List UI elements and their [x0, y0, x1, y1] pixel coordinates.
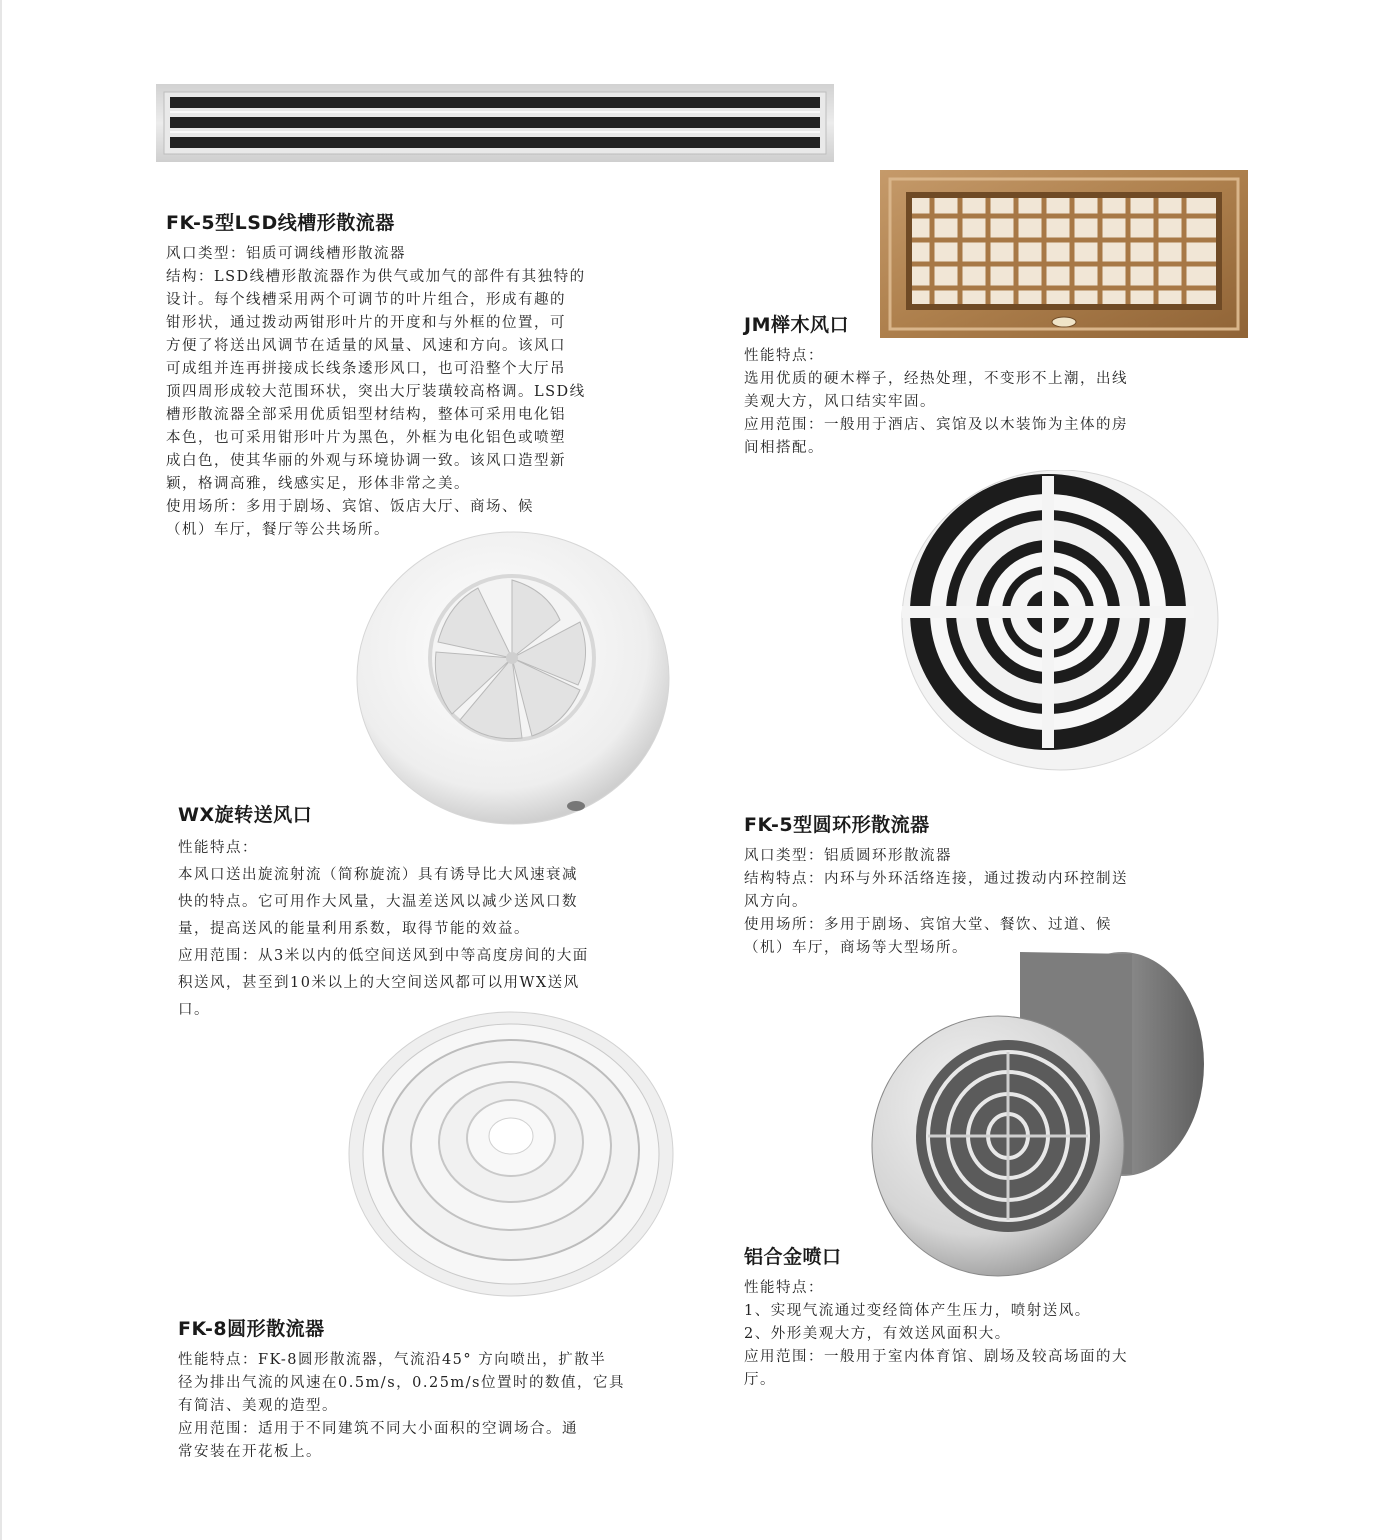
ring-line: 风口类型：铝质圆环形散流器 — [744, 848, 952, 864]
nozzle-line: 1、实现气流通过变经筒体产生压力，喷射送风。 — [744, 1303, 1091, 1319]
wx-line: 量，提高送风的能量利用系数，取得节能的效益。 — [178, 921, 530, 937]
wx-line: 应用范围：从3米以内的低空间送风到中等高度房间的大面 — [178, 948, 589, 964]
nozzle-line: 性能特点： — [744, 1280, 824, 1296]
lsd-line: 风口类型：铝质可调线槽形散流器 — [166, 246, 406, 262]
fk8-line: 径为排出气流的风速在0.5m/s，0.25m/s位置时的数值，它具 — [178, 1375, 625, 1391]
lsd-line: 结构：LSD线槽形散流器作为供气或加气的部件有其独特的 — [166, 269, 586, 285]
lsd-line: 成白色，使其华丽的外观与环境协调一致。该风口造型新 — [166, 453, 566, 469]
fk8-line: 有简洁、美观的造型。 — [178, 1398, 338, 1414]
ring-line: 风方向。 — [744, 894, 808, 910]
page-edge-line — [0, 0, 2, 1540]
jm-line: 性能特点： — [744, 348, 824, 364]
lsd-title: FK-5型LSD线槽形散流器 — [166, 212, 395, 234]
aluminium-nozzle-image — [870, 946, 1216, 1282]
fk8-line: 性能特点：FK-8圆形散流器，气流沿45° 方向喷出，扩散半 — [178, 1352, 607, 1368]
nozzle-line: 2、外形美观大方，有效送风面积大。 — [744, 1326, 1011, 1342]
jm-description — [744, 345, 1264, 460]
lsd-section — [166, 208, 726, 542]
jm-line: 间相搭配。 — [744, 440, 824, 456]
wx-line: 性能特点： — [178, 840, 258, 856]
wx-line: 积送风，甚至到10米以上的大空间送风都可以用WX送风 — [178, 975, 580, 991]
fk8-line: 常安装在开花板上。 — [178, 1444, 322, 1460]
jm-section — [744, 310, 1264, 460]
wx-line: 本风口送出旋流射流（简称旋流）具有诱导比大风速衰减 — [178, 867, 578, 883]
lsd-line: 顶四周形成较大范围环状，突出大厅装璜较高格调。LSD线 — [166, 384, 586, 400]
lsd-line: 使用场所：多用于剧场、宾馆、饭店大厅、商场、候 — [166, 499, 534, 515]
nozzle-line: 应用范围：一般用于室内体育馆、剧场及较高场面的大 — [744, 1349, 1128, 1365]
ring-line: 使用场所：多用于剧场、宾馆大堂、餐饮、过道、候 — [744, 917, 1112, 933]
lsd-line: 本色，也可采用钳形叶片为黑色，外框为电化铝色或喷塑 — [166, 430, 566, 446]
ring-description — [744, 845, 1264, 960]
wx-swirl-diffuser-image — [352, 530, 674, 830]
nozzle-description — [744, 1277, 1264, 1392]
nozzle-title: 铝合金喷口 — [744, 1246, 842, 1268]
fk8-description — [178, 1349, 718, 1464]
fk8-line: 应用范围：适用于不同建筑不同大小面积的空调场合。通 — [178, 1421, 578, 1437]
ring-section — [744, 810, 1264, 960]
lsd-line: 方便了将送出风调节在适量的风量、风速和方向。该风口 — [166, 338, 566, 354]
lsd-description — [166, 243, 726, 542]
wx-line: 口。 — [178, 1002, 210, 1018]
jm-line: 选用优质的硬木榉子，经热处理，不变形不上潮，出线 — [744, 371, 1128, 387]
wx-section — [178, 800, 718, 1024]
fk8-title: FK-8圆形散流器 — [178, 1318, 325, 1340]
fk5-ring-diffuser-image — [898, 470, 1222, 782]
wx-title: WX旋转送风口 — [178, 804, 313, 826]
wx-line: 快的特点。它可用作大风量，大温差送风以减少送风口数 — [178, 894, 578, 910]
lsd-line: 钳形状，通过拨动两钳形叶片的开度和与外框的位置，可 — [166, 315, 566, 331]
lsd-line: 可成组并连再拼接成长线条逶形风口，也可沿整个大厅吊 — [166, 361, 566, 377]
nozzle-section — [744, 1242, 1264, 1392]
fk8-round-diffuser-image — [346, 1010, 676, 1300]
jm-line: 应用范围：一般用于酒店、宾馆及以木装饰为主体的房 — [744, 417, 1128, 433]
jm-line: 美观大方，风口结实牢固。 — [744, 394, 936, 410]
ring-title: FK-5型圆环形散流器 — [744, 814, 930, 836]
lsd-line: 设计。每个线槽采用两个可调节的叶片组合，形成有趣的 — [166, 292, 566, 308]
lsd-line: 颖，格调高雅，线感实足，形体非常之美。 — [166, 476, 470, 492]
nozzle-line: 厅。 — [744, 1372, 776, 1388]
fk8-section — [178, 1314, 718, 1464]
ring-line: 结构特点：内环与外环活络连接，通过拨动内环控制送 — [744, 871, 1128, 887]
wx-description — [178, 835, 718, 1024]
lsd-line: （机）车厅，餐厅等公共场所。 — [166, 522, 390, 538]
jm-title: JM榉木风口 — [744, 314, 849, 336]
lsd-line: 槽形散流器全部采用优质铝型材结构，整体可采用电化铝 — [166, 407, 566, 423]
ring-line: （机）车厅，商场等大型场所。 — [744, 940, 968, 956]
lsd-slot-diffuser-image — [156, 84, 834, 162]
